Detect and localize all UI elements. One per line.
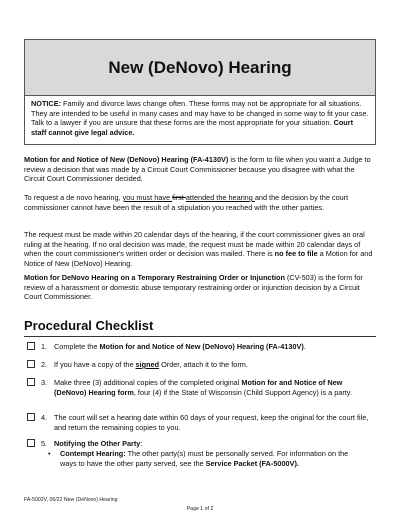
paragraph-request [24,193,376,212]
checklist-heading: Procedural Checklist [24,318,376,337]
paragraph-deadline [24,230,376,268]
paragraph-motion [24,155,376,184]
item-text-end: Order, attach it to the form. [159,360,248,369]
item-number: 3. [41,378,48,387]
checkbox-5[interactable] [27,439,35,447]
paragraph-request-end: and the decision by the court commissioner cannot have been the result of a stipulation you reached with the other parties. [24,193,349,212]
item-text: Make three (3) additional copies of the completed original [54,378,242,387]
paragraph-motion-text: is the form to file when you want a Judge to review a decision that was made by a Circuit Court Commissioner because you disagree with what the Circuit Court Commissioner decided. [24,155,371,184]
underlined-text-1: you must have [122,193,173,202]
paragraph-request-start: To request a de novo hearing, [24,193,123,202]
struck-text: first [172,193,186,202]
page-title: New (DeNovo) Hearing [108,57,292,77]
notice-warning: Court staff cannot give legal advice. [31,118,354,137]
paragraph-deadline-end: a Motion for and Notice of New (DeNovo) Hearing. [24,249,373,268]
paragraph-restraining-order-text: (CV-503) is the form for review of a harassment or domestic abuse temporary restraining order or injunction decision by a Circuit Court Commissioner. [24,273,363,302]
item-number: 4. [41,413,48,422]
checkbox-3[interactable] [27,378,35,386]
sub-item-contempt [48,449,360,468]
checkbox-2[interactable] [27,360,35,368]
checkbox-1[interactable] [27,342,35,350]
notice-text: Family and divorce laws change often. These forms may not be appropriate for all situations. They are intended to be useful in many cases and may have to be changed in some way to fit your case. Talk to a lawyer if you are unsure that these forms are the most appropriate for your situation. [31,99,369,128]
bullet-icon: • [48,449,51,458]
paragraph-deadline-text: The request must be made within 20 calendar days of the hearing, if the court commissioner gives an oral ruling at the hearing. If no oral decision was made, the request must be made within 20 calendar days of when the court commissioner's written order or decision was mailed. There is [24,230,365,259]
no-fee-text: no fee to file [274,249,318,259]
sub-item-label: Contempt Hearing: [60,449,126,458]
footer-form-id: FA-5002V, 06/22 New (DeNovo) Hearing [24,497,118,503]
form-name-restraining-order: Motion for DeNovo Hearing on a Temporary Restraining Order or Injunction [24,273,285,282]
form-name-fa4130v: Motion for and Notice of New (DeNovo) Hearing (FA-4130V) [24,155,229,164]
item-bold: Motion for and Notice of New (DeNovo) Hearing (FA-4130V) [99,342,304,351]
item-text: If you have a copy of the [54,360,136,369]
paragraph-restraining-order [24,273,376,302]
item-bold: Motion for and Notice of New (DeNovo) Hearing form [54,378,343,397]
item-number: 5. [41,439,48,448]
sub-item-text: The other party(s) must be personally served. For information on the ways to have the other party served, see the [60,449,349,468]
item-bold: signed [135,360,160,369]
item-text-end: . [303,342,306,351]
item-bold: Notifying the Other Party [54,439,141,448]
title-box [24,39,376,96]
footer-page-number: Page 1 of 2 [186,506,214,512]
item-text: Complete the [54,342,100,351]
item-text-end: : [140,439,143,448]
notice-box [24,96,376,145]
notice-label: NOTICE: [31,99,61,108]
item-text: The court will set a hearing date within 60 days of your request, keep the original for the court file, and return the remaining copies to you. [54,413,369,432]
item-text-end: , four (4) if the State of Wisconsin (Child Support Agency) is a party. [133,387,352,397]
underlined-text-2: attended the hearing [185,193,255,202]
checkbox-4[interactable] [27,413,35,421]
service-packet-ref: Service Packet (FA-5000V). [205,458,299,468]
item-number: 1. [41,342,48,351]
item-number: 2. [41,360,48,369]
